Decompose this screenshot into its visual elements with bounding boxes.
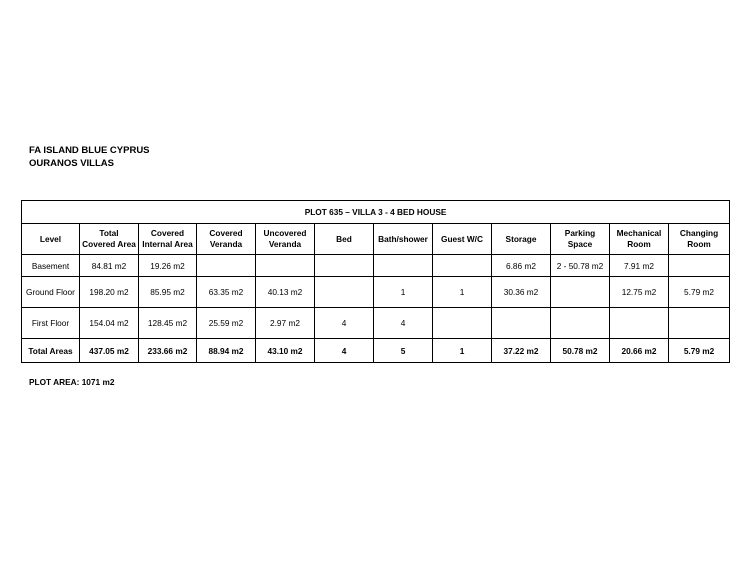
total-cell: 4 bbox=[315, 339, 374, 363]
table-cell: 1 bbox=[374, 277, 433, 308]
total-cell: 5.79 m2 bbox=[669, 339, 730, 363]
column-header: Mechanical Room bbox=[610, 224, 669, 255]
area-schedule-table bbox=[21, 200, 730, 363]
table-cell: 40.13 m2 bbox=[256, 277, 315, 308]
level-cell: First Floor bbox=[22, 308, 80, 339]
project-title: OURANOS VILLAS bbox=[29, 158, 114, 169]
table-cell: 2.97 m2 bbox=[256, 308, 315, 339]
company-title: FA ISLAND BLUE CYPRUS bbox=[29, 145, 150, 156]
table-cell: 30.36 m2 bbox=[492, 277, 551, 308]
table-cell: 128.45 m2 bbox=[139, 308, 197, 339]
table-cell: 4 bbox=[374, 308, 433, 339]
totals-row bbox=[22, 339, 730, 363]
table-cell: 154.04 m2 bbox=[80, 308, 139, 339]
column-header: Guest W/C bbox=[433, 224, 492, 255]
table-cell bbox=[315, 277, 374, 308]
table-cell bbox=[433, 255, 492, 277]
column-header: Level bbox=[22, 224, 80, 255]
table-cell: 198.20 m2 bbox=[80, 277, 139, 308]
table-title-row bbox=[22, 201, 730, 224]
document-title bbox=[29, 144, 150, 170]
total-cell: 20.66 m2 bbox=[610, 339, 669, 363]
column-header: Uncovered Veranda bbox=[256, 224, 315, 255]
table-cell: 1 bbox=[433, 277, 492, 308]
column-header: Bath/shower bbox=[374, 224, 433, 255]
table-cell: 19.26 m2 bbox=[139, 255, 197, 277]
table-cell bbox=[551, 308, 610, 339]
table-title: PLOT 635 – VILLA 3 - 4 BED HOUSE bbox=[22, 201, 730, 224]
total-cell: 5 bbox=[374, 339, 433, 363]
total-cell: 88.94 m2 bbox=[197, 339, 256, 363]
column-header: Changing Room bbox=[669, 224, 730, 255]
table-cell bbox=[256, 255, 315, 277]
table-cell: 6.86 m2 bbox=[492, 255, 551, 277]
table-cell: 5.79 m2 bbox=[669, 277, 730, 308]
column-header: Bed bbox=[315, 224, 374, 255]
total-cell: 1 bbox=[433, 339, 492, 363]
table-cell bbox=[669, 255, 730, 277]
table-cell bbox=[315, 255, 374, 277]
table-cell: 2 - 50.78 m2 bbox=[551, 255, 610, 277]
table-cell bbox=[433, 308, 492, 339]
total-cell: 50.78 m2 bbox=[551, 339, 610, 363]
total-cell: 37.22 m2 bbox=[492, 339, 551, 363]
table-cell bbox=[492, 308, 551, 339]
table-cell bbox=[374, 255, 433, 277]
table-row bbox=[22, 308, 730, 339]
column-header: Covered Internal Area bbox=[139, 224, 197, 255]
table-cell: 4 bbox=[315, 308, 374, 339]
table-row bbox=[22, 255, 730, 277]
column-header-row bbox=[22, 224, 730, 255]
table-cell bbox=[669, 308, 730, 339]
total-cell: 233.66 m2 bbox=[139, 339, 197, 363]
table-cell: 25.59 m2 bbox=[197, 308, 256, 339]
table-cell bbox=[551, 277, 610, 308]
level-cell: Basement bbox=[22, 255, 80, 277]
plot-area-label: PLOT AREA: 1071 m2 bbox=[29, 377, 115, 387]
table-cell: 84.81 m2 bbox=[80, 255, 139, 277]
total-cell: 43.10 m2 bbox=[256, 339, 315, 363]
level-cell: Ground Floor bbox=[22, 277, 80, 308]
table-cell: 85.95 m2 bbox=[139, 277, 197, 308]
table-cell: 7.91 m2 bbox=[610, 255, 669, 277]
column-header: Covered Veranda bbox=[197, 224, 256, 255]
column-header: Total Covered Area bbox=[80, 224, 139, 255]
totals-label: Total Areas bbox=[22, 339, 80, 363]
column-header: Parking Space bbox=[551, 224, 610, 255]
column-header: Storage bbox=[492, 224, 551, 255]
table-row bbox=[22, 277, 730, 308]
total-cell: 437.05 m2 bbox=[80, 339, 139, 363]
table-cell: 63.35 m2 bbox=[197, 277, 256, 308]
table-cell: 12.75 m2 bbox=[610, 277, 669, 308]
table-cell bbox=[610, 308, 669, 339]
table-cell bbox=[197, 255, 256, 277]
